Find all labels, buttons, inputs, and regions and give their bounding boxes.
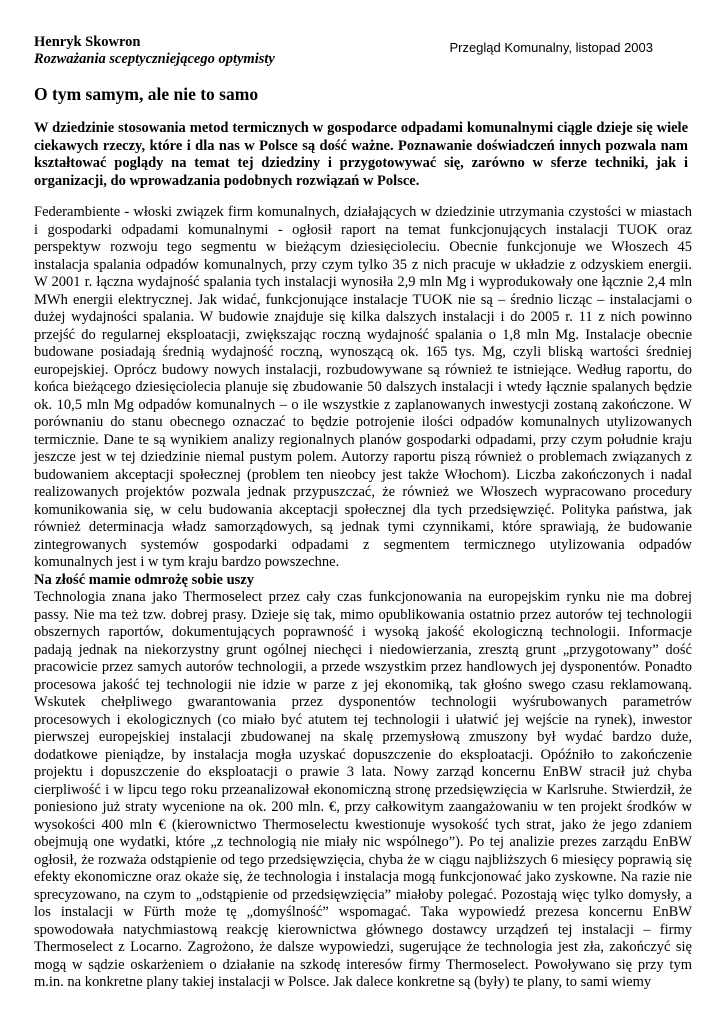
paragraph-line: Federambiente - włoski związek firm komunalnych, działających w dziedzinie utrzymania czystości w miastach	[34, 204, 692, 220]
paragraph-line: jeszcze jest w tej dziedzinie niemal pustym polem. Autorzy raportu piszą również o problemach związanych z	[34, 449, 692, 465]
column-subtitle: Rozważania sceptyczniejącego optymisty	[34, 51, 275, 67]
paragraph-line: Wskutek chełpliwego gwarantowania przez dysponentów technologii wyśrubowanych parametrów	[34, 694, 692, 710]
paragraph-line: komunikowania się, w celu budowania akceptacji społecznej dla tych przedsięwzięć. Polityka państwa, jak	[34, 501, 692, 518]
paragraph-line: porównaniu do stanu obecnego oznaczać to będzie potrojenie ilości odpadów komunalnych utylizowanych	[34, 414, 692, 430]
paragraph-line: sprecyzowano, na czym to „odstąpienie od przedsięwzięcia” miałoby polegać. Pozostają więc tylko domysły, a	[34, 886, 692, 903]
paragraph-line: wysokości 400 mln € (kierownictwo Thermoselectu kwestionuje wysokość tych strat, jako że jego zdaniem	[34, 816, 692, 833]
paragraph-line: europejskiej. Oprócz budowy nowych instalacji, rozbudowywane są również te istniejące. Według raportu, do	[34, 361, 692, 378]
paragraph-line: komunalnych jest i w tym kraju bardzo powszechne.	[34, 554, 340, 570]
publication-source: Przegląd Komunalny, listopad 2003	[449, 40, 653, 55]
paragraph-line: pierwszej europejskiej instalacji zbudowanej na skalę przemysłową zmuszony był wydać bardzo duże,	[34, 729, 692, 745]
paragraph-line: dużej wydajności spalania. W budowie znajduje się kilka dalszych instalacji i do 2005 r. 11 z nich powinno	[34, 309, 692, 325]
lead-line: ciekawych rzeczy, które i dla nas w Polsce są dość ważne. Poznawanie doświadczeń innych pozwala nam	[34, 137, 688, 154]
paragraph-line: obszernych raportów, dokumentujących poprawność i wysoką jakość ekologiczną technologii. Informacje	[34, 624, 692, 640]
paragraph-line: W 2001 r. łączna wydajność spalania tych instalacji wynosiła 2,9 mln Mg i wyprodukowały one łącznie 2,4 mln	[34, 274, 692, 290]
body-paragraph-2	[34, 589, 692, 992]
article-title: O tym samym, ale nie to samo	[34, 84, 259, 104]
paragraph-line: przejść do regularnej eksploatacji, zwiększając roczną wydajność spalania o 1,8 mln Mg. Instalacje obecnie	[34, 326, 692, 343]
paragraph-line: projektu i dopuszczenie do eksploatacji o prawie 3 lata. Nowy zarząd koncernu EnBW stracił już chyba	[34, 764, 692, 780]
paragraph-line: procesowa jakość tej technologii nie idzie w parze z jej ekonomiką, tak głośno swego czasu reklamowaną.	[34, 676, 692, 693]
paragraph-line: m.in. na konkretne plany takiej instalacji w Polsce. Jak dalece konkretne są (były) te plany, to sami wiemy	[34, 974, 652, 990]
paragraph-line: mogą w sądzie oskarżeniem o działanie na szkodę interesów firmy Thermoselect. Powoływano się przy tym	[34, 956, 692, 973]
author-name: Henryk Skowron	[34, 34, 141, 50]
paragraph-line: instalacja spalania odpadów komunalnych, przy czym tylko 35 z nich pracuje w układzie z odzyskiem energii.	[34, 256, 692, 273]
body-paragraph-1	[34, 204, 692, 572]
paragraph-line: cierpliwość i w lipcu tego roku przeanalizował ekonomiczną stronę przedsięwzięcia w Karlsruhe. Stwierdził, że	[34, 781, 692, 798]
paragraph-line: Thermoselect z Locarno. Zagrożono, że dalsze wypowiedzi, sugerujące że technologia jest zła, zakończyć się	[34, 939, 692, 955]
paragraph-line: efekty ekonomiczne oraz okaże się, że technologia i instalacja mogą funkcjonować jako zyskowne. Na razie nie	[34, 869, 692, 885]
paragraph-line: również determinacja władz samorządowych, są jednak tymi czynnikami, które sprawiają, że budowanie	[34, 519, 692, 535]
paragraph-line: padają jednak na niekorzystny grunt ogólnej niechęci i niedowierzania, zresztą grunt „przygotowany” dość	[34, 641, 692, 658]
lead-line: organizacji, do wprowadzania podobnych rozwiązań w Polsce.	[34, 172, 420, 189]
paragraph-line: dodatkowe pieniądze, by instalacja mogła uzyskać dopuszczenie do eksploatacji. Opóźniło to zakończenie	[34, 746, 692, 763]
paragraph-line: ogłosił, że rozważa odstąpienie od tego przedsięwzięcia, chyba że w ciągu najbliższych 6 miesięcy poprawią się	[34, 851, 692, 868]
paragraph-line: los instalacji w Fürth może tę „domyślność” wspomagać. Taka wypowiedź prezesa koncernu EnBW	[34, 904, 692, 920]
paragraph-line: termicznie. Dane te są wynikiem analizy regionalnych planów gospodarki odpadami, przy czym południe kraju	[34, 431, 692, 448]
paragraph-line: budowaniem akceptacji społecznej (problem ten nieobcy jest także Włochom). Liczba zakończonych i nadal	[34, 466, 692, 483]
lead-paragraph	[34, 120, 688, 190]
paragraph-line: perspektyw rozwoju tego segmentu w bieżącym dziesięcioleciu. Obecnie funkcjonuje we Włoszech 45	[34, 239, 692, 255]
section-heading: Na złość mamie odmrożę sobie uszy	[34, 572, 255, 588]
paragraph-line: zintegrowanych systemów gospodarki odpadami z segmentem termicznego utylizowania odpadów	[34, 536, 692, 553]
paragraph-line: budowane posiadają średnią wydajność roczną, wynoszącą ok. 165 tys. Mg, czyli bliską wartości średniej	[34, 344, 692, 360]
paragraph-line: realizowanych projektów pozwala jednak przypuszczać, że również we Włoszech wypracowano procedury	[34, 484, 692, 500]
lead-line: W dziedzinie stosowania metod termicznych w gospodarce odpadami komunalnymi ciągle dzieje się wiele	[34, 120, 688, 136]
paragraph-line: końca bieżącego dziesięciolecia planuje się zbudowanie 50 dalszych instalacji i wtedy łącznie spalanych będzie	[34, 379, 692, 395]
paragraph-line: spowodowała natychmiastową reakcję kierownictwa głównego dostawcy urządzeń tej instalacji – firmy	[34, 921, 692, 938]
paragraph-line: MWh energii elektrycznej. Jak widać, funkcjonujące instalacje TUOK nie są – średnio licząc – instalacjami o	[34, 291, 692, 308]
paragraph-line: obejmują one wydatki, które „z technologią nie miały nic wspólnego”). Po tej analizie prezes zarządu EnBW	[34, 834, 692, 850]
paragraph-line: poniesiono już straty wycenione na ok. 200 mln. €, przy całkowitym zaangażowaniu w ten projekt środków w	[34, 799, 692, 815]
paragraph-line: Technologia znana jako Thermoselect przez cały czas funkcjonowania na europejskim rynku nie ma dobrej	[34, 589, 692, 605]
lead-line: kształtować poglądy na temat tej dziedziny i przygotowywać się, zarówno w sferze techniki, jak i	[34, 155, 688, 171]
paragraph-line: procesowych i ekologicznych (co miało być atutem tej technologii i ułatwić jej wejście na rynek), inwestor	[34, 711, 692, 728]
paragraph-line: pracowicie przez samych autorów technologii, a przede wszystkim przez handlowych jej dysponentów. Ponadto	[34, 659, 692, 675]
paragraph-line: ok. 10,5 mln Mg odpadów komunalnych – o ile wszystkie z zaplanowanych inwestycji zostaną zakończone. W	[34, 396, 692, 413]
paragraph-line: i gospodarki odpadami komunalnymi - ogłosił raport na temat funkcjonujących instalacji TUOK oraz	[34, 221, 692, 238]
paragraph-line: passy. Nie ma też tzw. dobrej prasy. Dzieje się tak, mimo opublikowania ostatnio przez autorów tej technologii	[34, 606, 692, 623]
